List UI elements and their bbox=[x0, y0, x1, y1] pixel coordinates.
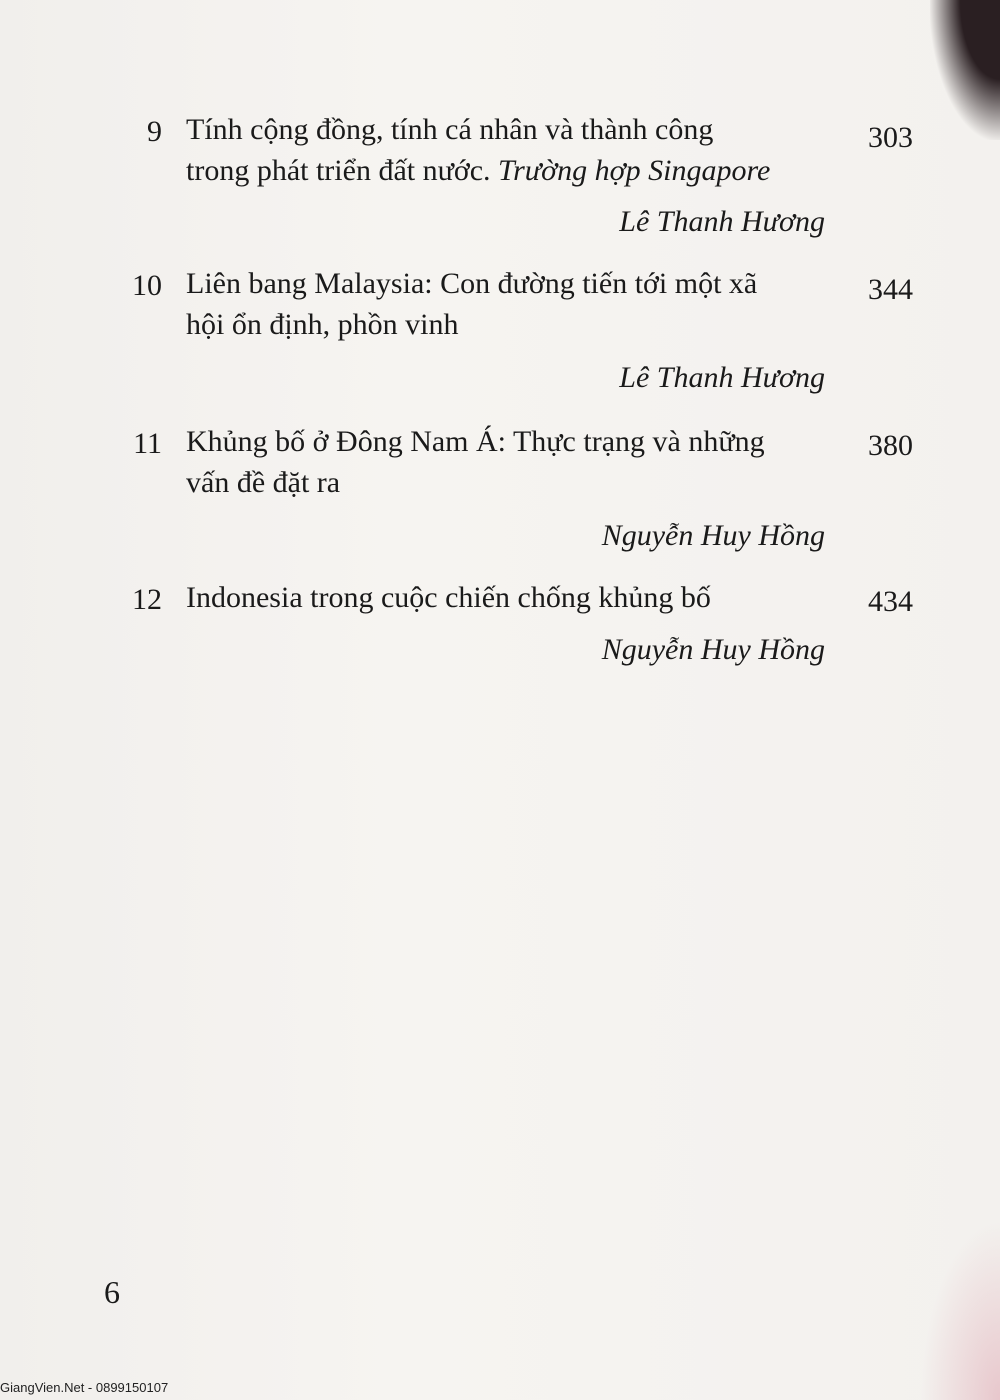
entry-number: 12 bbox=[132, 583, 162, 616]
entry-author: Lê Thanh Hương bbox=[619, 205, 825, 238]
entry-page-ref: 434 bbox=[868, 585, 913, 618]
page-edge-tint bbox=[920, 1220, 1000, 1400]
page-number: 6 bbox=[104, 1274, 120, 1310]
entry-title-line: Khủng bố ở Đông Nam Á: Thực trạng và những bbox=[186, 425, 765, 458]
page-corner-shadow bbox=[930, 0, 1000, 140]
entry-author: Nguyễn Huy Hồng bbox=[601, 633, 825, 666]
entry-number: 9 bbox=[147, 115, 162, 148]
entry-author: Nguyễn Huy Hồng bbox=[601, 519, 825, 552]
entry-author: Lê Thanh Hương bbox=[619, 361, 825, 394]
entry-number: 10 bbox=[132, 269, 162, 302]
entry-title-line: Indonesia trong cuộc chiến chống khủng bố bbox=[186, 581, 711, 614]
entry-title-text: trong phát triển đất nước. bbox=[186, 154, 491, 187]
entry-page-ref: 303 bbox=[868, 121, 913, 154]
entry-title-line: vấn đề đặt ra bbox=[186, 466, 341, 499]
entry-title-line: hội ổn định, phồn vinh bbox=[186, 308, 459, 341]
entry-title-italic: Trường hợp Singapore bbox=[498, 154, 771, 187]
entry-page-ref: 380 bbox=[868, 429, 913, 462]
watermark-text: GiangVien.Net - 0899150107 bbox=[0, 1380, 169, 1395]
entry-page-ref: 344 bbox=[868, 273, 913, 306]
entry-title-line bbox=[186, 151, 770, 191]
entry-number: 11 bbox=[133, 427, 162, 460]
entry-title-line: Liên bang Malaysia: Con đường tiến tới một xã bbox=[186, 267, 758, 300]
entry-title-line: Tính cộng đồng, tính cá nhân và thành công bbox=[186, 113, 714, 146]
